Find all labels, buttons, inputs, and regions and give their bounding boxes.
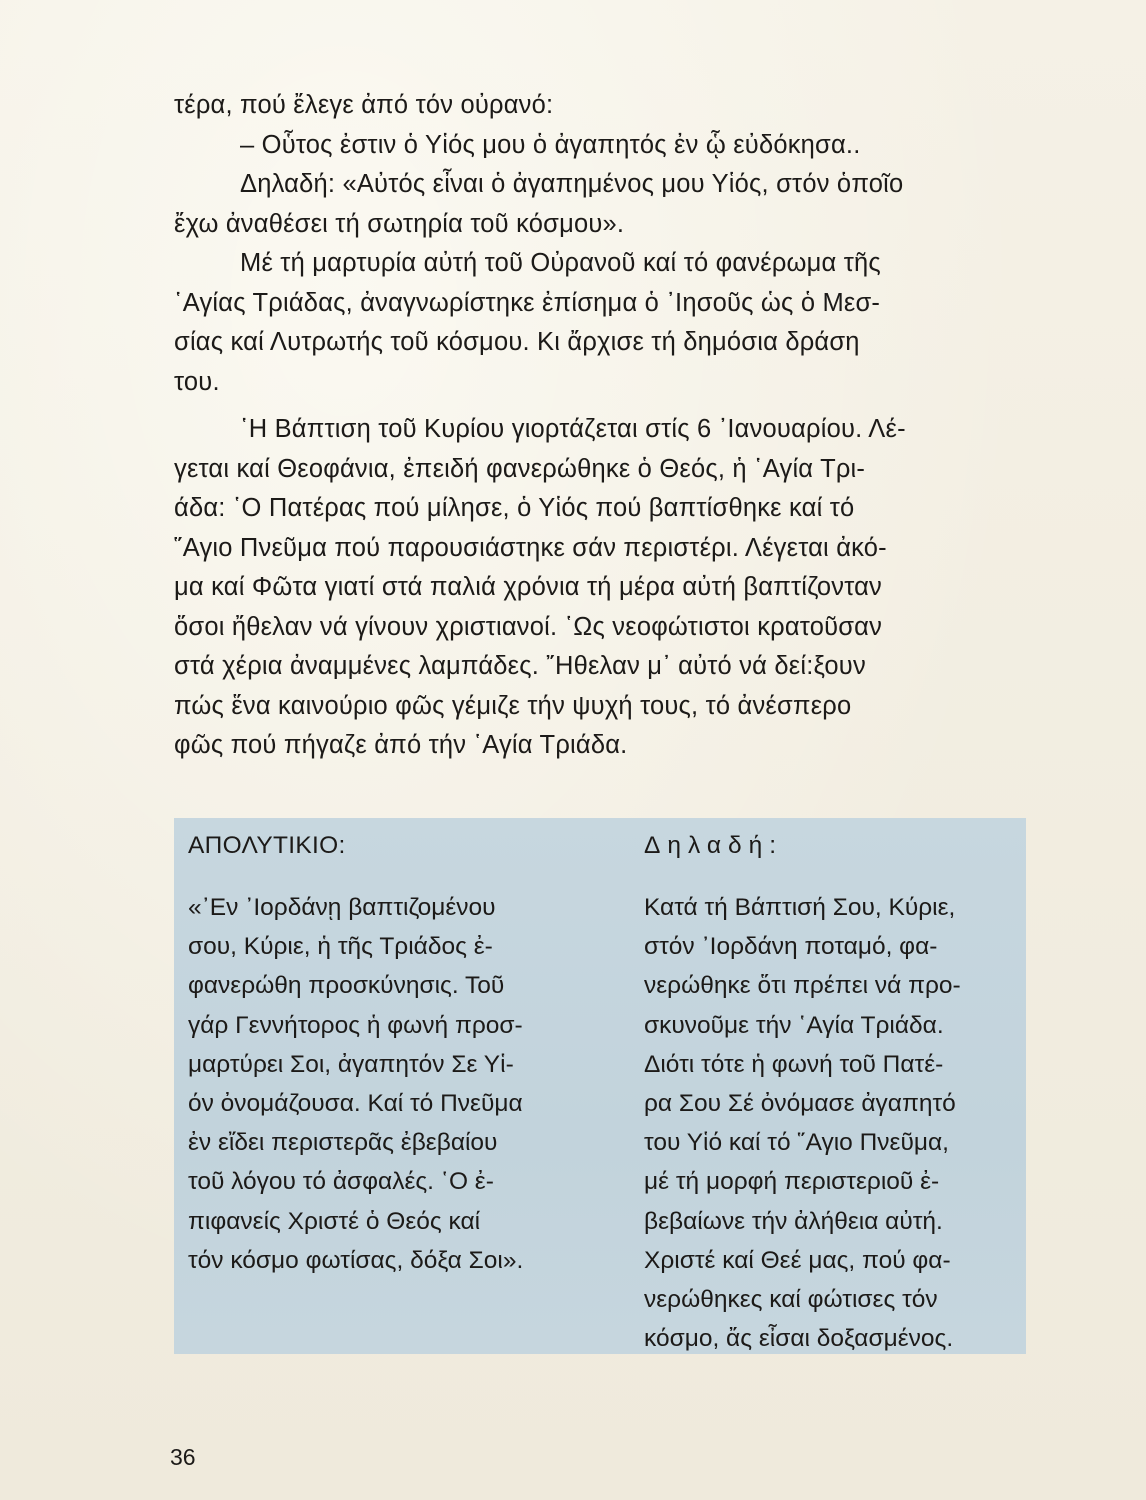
page-number: 36 [170, 1444, 196, 1470]
apolytikio-heading: ΑΠΟΛΥΤΙΚΙΟ: [188, 832, 346, 859]
text-line: του. [174, 367, 220, 396]
text-line: φῶς πού πήγαζε ἀπό τήν ῾Αγία Τριάδα. [174, 731, 628, 759]
apolytikio-line: μαρτύρει Σοι, ἀγαπητόν Σε Υἱ- [188, 1050, 514, 1078]
apolytikio-line: «᾿Εν ᾿Ιορδάνῃ βαπτιζομένου [188, 894, 496, 921]
main-text-block [174, 86, 1020, 766]
apolytikio-panel [174, 818, 1026, 1354]
translation-line: ρα Σου Σέ ὀνόμασε ἀγαπητό [644, 1089, 956, 1117]
translation-line: βεβαίωνε τήν ἀλήθεια αὐτή. [644, 1207, 943, 1235]
apolytikio-line: γάρ Γεννήτορος ἡ φωνή προσ- [188, 1011, 523, 1039]
apolytikio-line: όν ὀνομάζουσα. Καί τό Πνεῦμα [188, 1089, 523, 1117]
translation-line: νερώθηκε ὅτι πρέπει νά προ- [644, 972, 961, 1000]
paragraph-gap [174, 402, 1020, 410]
translation-line: Κατά τή Βάπτισή Σου, Κύριε, [644, 894, 956, 921]
text-line: στά χέρια ἀναμμένες λαμπάδες. ῎Ηθελαν μ᾿ αὐτό νά δεί:ξουν [174, 652, 866, 680]
apolytikio-line: φανερώθη προσκύνησις. Τοῦ [188, 972, 505, 1000]
text-line: – Οὗτος ἐστιν ὁ Υἱός μου ὁ ἀγαπητός ἐν ᾧ εὐδόκησα.. [240, 130, 861, 159]
translation-line: Χριστέ καί Θεέ μας, πού φα- [644, 1246, 951, 1274]
translation-line: του Υἱό καί τό ῞Αγιο Πνεῦμα, [644, 1129, 949, 1157]
apolytikio-hymn-text [188, 888, 523, 1280]
apolytikio-line: ἐν εἴδει περιστερᾶς ἐβεβαίου [188, 1129, 498, 1157]
text-line: Δηλαδή: «Αὐτός εἶναι ὁ ἀγαπημένος μου Υἱός, στόν ὁποῖο [240, 170, 904, 198]
apolytikio-line: πιφανείς Χριστέ ὁ Θεός καί [188, 1207, 481, 1235]
translation-heading: Δηλαδή: [644, 832, 784, 859]
text-line: ὅσοι ἤθελαν νά γίνουν χριστιανοί. ῾Ως νεοφώτιστοι κρατοῦσαν [174, 612, 883, 641]
translation-line: μέ τή μορφή περιστεριοῦ ἐ- [644, 1168, 940, 1196]
translation-line: Διότι τότε ἡ φωνή τοῦ Πατέ- [644, 1050, 944, 1078]
translation-line: σκυνοῦμε τήν ῾Αγία Τριάδα. [644, 1011, 944, 1039]
text-line: ῾Αγίας Τριάδας, ἀναγνωρίστηκε ἐπίσημα ὁ ᾿Ιησοῦς ὡς ὁ Μεσ- [174, 288, 881, 317]
text-line: μα καί Φῶτα γιατί στά παλιά χρόνια τή μέρα αὐτή βαπτίζονταν [174, 573, 883, 601]
text-line: ῞Αγιο Πνεῦμα πού παρουσιάστηκε σάν περιστέρι. Λέγεται ἀκό- [174, 533, 887, 562]
apolytikio-line: τόν κόσμο φωτίσας, δόξα Σοι». [188, 1246, 524, 1274]
translation-text [644, 888, 961, 1358]
text-line: πώς ἕνα καινούριο φῶς γέμιζε τήν ψυχή τους, τό ἀνέσπερο [174, 691, 852, 720]
text-line: Μέ τή μαρτυρία αὐτή τοῦ Οὐρανοῦ καί τό φανέρωμα τῆς [240, 249, 881, 277]
translation-line: κόσμο, ἄς εἶσαι δοξασμένος. [644, 1325, 954, 1353]
text-line: γεται καί Θεοφάνια, ἐπειδή φανερώθηκε ὁ Θεός, ἡ ῾Αγία Τρι- [174, 454, 866, 483]
apolytikio-line: τοῦ λόγου τό ἀσφαλές. ῾Ο ἐ- [188, 1168, 494, 1196]
text-line: ἔχω ἀναθέσει τή σωτηρία τοῦ κόσμου». [174, 209, 625, 238]
translation-line: στόν ᾿Ιορδάνη ποταμό, φα- [644, 933, 938, 961]
text-line: τέρα, πού ἔλεγε ἀπό τόν οὐρανό: [174, 91, 554, 119]
text-line: άδα: ῾Ο Πατέρας πού μίλησε, ὁ Υἱός πού βαπτίσθηκε καί τό [174, 494, 855, 522]
translation-line: νερώθηκες καί φώτισες τόν [644, 1285, 938, 1313]
text-line: ῾Η Βάπτιση τοῦ Κυρίου γιορτάζεται στίς 6 ᾿Ιανουαρίου. Λέ- [240, 415, 906, 443]
text-line: σίας καί Λυτρωτής τοῦ κόσμου. Κι ἄρχισε τή δημόσια δράση [174, 328, 860, 356]
apolytikio-line: σου, Κύριε, ἡ τῆς Τριάδος ἐ- [188, 933, 493, 961]
